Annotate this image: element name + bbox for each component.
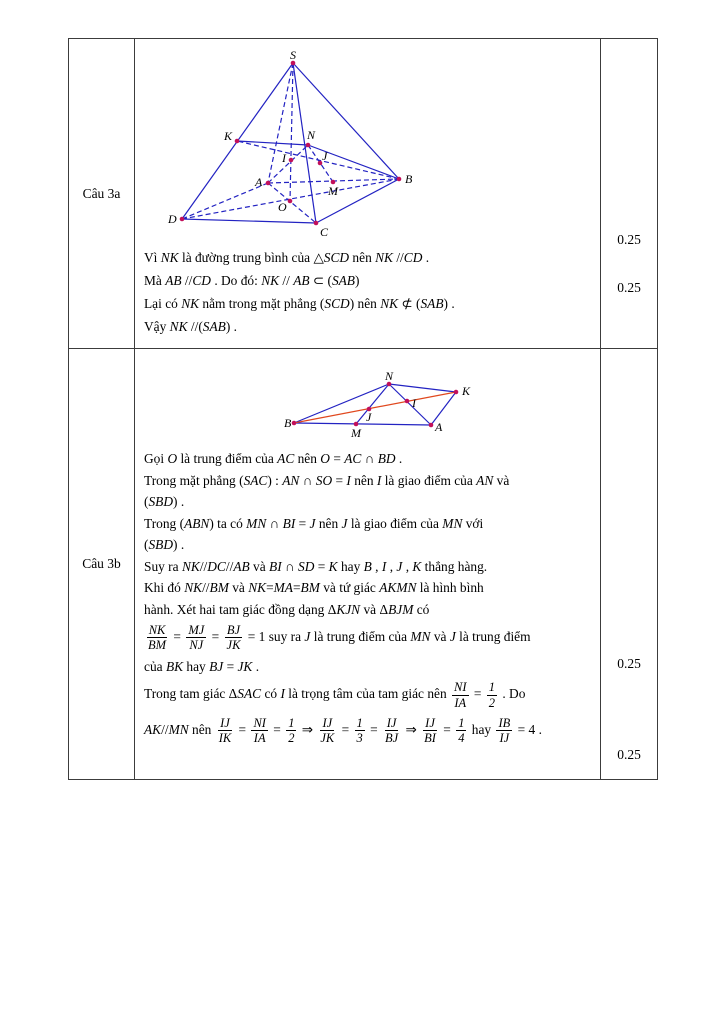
question-label: Câu 3a bbox=[82, 185, 121, 201]
math-symbol: J bbox=[396, 558, 403, 574]
math-symbol: AB bbox=[165, 273, 182, 288]
point-label-J: J bbox=[322, 149, 328, 163]
fraction: $\frac{IJ}{BJ}$ bbox=[385, 716, 399, 746]
math-symbol: I bbox=[280, 686, 285, 702]
math-symbol: MA bbox=[273, 580, 293, 595]
fraction: $\frac{NI}{IA}$ bbox=[253, 716, 266, 746]
solution-text bbox=[144, 246, 596, 338]
figure-edge-NK bbox=[389, 384, 456, 392]
score-value: 0.25 bbox=[617, 232, 641, 247]
math-symbol: NK bbox=[160, 250, 179, 265]
point-label-A: A bbox=[435, 420, 443, 434]
figure-edge-BA bbox=[294, 423, 431, 425]
math-symbol: BI bbox=[282, 515, 296, 531]
fraction: $\frac{1}{2}$ bbox=[288, 716, 295, 746]
point-label-N: N bbox=[385, 371, 394, 383]
math-symbol: AB bbox=[293, 273, 310, 288]
math-symbol: MN bbox=[246, 515, 267, 531]
math-symbol: DC bbox=[207, 558, 226, 574]
figure-edge-AN bbox=[268, 145, 308, 183]
question-label-cell bbox=[69, 39, 135, 348]
point-label-M: M bbox=[351, 426, 361, 440]
math-symbol: AKMN bbox=[379, 580, 417, 595]
math-symbol: SCD bbox=[324, 296, 350, 311]
question-label: Câu 3b bbox=[82, 556, 121, 571]
math-symbol: J bbox=[309, 515, 316, 531]
fraction: $\frac{IJ}{IK}$ bbox=[218, 716, 232, 746]
math-symbol: NK bbox=[248, 580, 267, 595]
math-symbol: CD bbox=[192, 273, 211, 288]
text-line: của BK hay BJ = JK . bbox=[144, 658, 260, 674]
fraction: $\frac{IJ}{JK}$ bbox=[320, 716, 335, 746]
text-line: $\frac{NK}{BM}$ = $\frac{MJ}{NJ}$ = $\frac{BJ}{JK}$ = 1 suy ra J là trung điểm của MN và J là trung điểm bbox=[148, 623, 531, 653]
point-label-A: A bbox=[255, 175, 263, 189]
point-D bbox=[180, 217, 185, 222]
math-symbol: NK bbox=[375, 250, 393, 265]
math-symbol: SD bbox=[298, 558, 315, 574]
math-symbol: SCD bbox=[323, 250, 350, 265]
pyramid-figure-svg bbox=[150, 49, 480, 241]
math-symbol: K bbox=[328, 558, 338, 574]
point-label-D: D bbox=[168, 212, 177, 226]
fraction: $\frac{MJ}{NJ}$ bbox=[188, 623, 205, 653]
math-symbol: NK bbox=[184, 580, 203, 595]
fraction: $\frac{IJ}{BI}$ bbox=[424, 716, 436, 746]
point-label-J: J bbox=[366, 410, 372, 424]
math-symbol: J bbox=[304, 628, 311, 644]
point-label-O: O bbox=[278, 200, 287, 214]
question-label-cell bbox=[69, 349, 135, 779]
fraction: $\frac{IB}{IJ}$ bbox=[498, 716, 511, 746]
answer-content-cell bbox=[135, 39, 601, 348]
point-I bbox=[289, 158, 294, 163]
figure-edge-SO bbox=[290, 63, 293, 201]
figure-edge-SB bbox=[293, 63, 399, 179]
score-cell bbox=[601, 39, 657, 348]
answer-table bbox=[68, 38, 658, 780]
text-line: Mà AB //CD . Do đó: NK // AB ⊂ (SAB) bbox=[144, 273, 360, 288]
math-symbol: AN bbox=[476, 472, 494, 488]
text-line: Vậy NK //(SAB) . bbox=[144, 319, 238, 334]
text-line: Trong mặt phẳng (SAC) : AN ∩ SO = I nên I là giao điểm của AN và bbox=[144, 472, 510, 488]
math-symbol: SAB bbox=[331, 273, 355, 288]
figure-edge-BK bbox=[237, 141, 399, 179]
math-symbol: K bbox=[412, 558, 422, 574]
fraction: $\frac{NK}{BM}$ bbox=[148, 623, 167, 653]
text-line: Suy ra NK//DC//AB và BI ∩ SD = K hay B , I , J , K thẳng hàng. bbox=[144, 558, 488, 574]
math-symbol: SBD bbox=[148, 537, 174, 552]
math-symbol: J bbox=[449, 628, 456, 644]
math-symbol: MN bbox=[410, 628, 431, 644]
math-symbol: B bbox=[363, 558, 372, 574]
point-I bbox=[405, 399, 410, 404]
score-cell bbox=[601, 349, 657, 779]
math-symbol: O bbox=[320, 451, 330, 466]
math-symbol: SAC bbox=[237, 686, 262, 702]
math-symbol: KJN bbox=[336, 601, 361, 617]
text-line: Gọi O là trung điểm của AC nên O = AC ∩ BD . bbox=[144, 451, 403, 466]
math-symbol: NK bbox=[261, 273, 280, 288]
math-symbol: BK bbox=[165, 658, 184, 674]
math-symbol: ABN bbox=[184, 515, 210, 531]
math-symbol: BI bbox=[269, 558, 282, 574]
text-line: Trong (ABN) ta có MN ∩ BI = J nên J là giao điểm của MN với bbox=[144, 515, 484, 531]
math-symbol: NK bbox=[380, 296, 399, 311]
figure-edge-AC bbox=[268, 183, 316, 223]
figure-edge-DC bbox=[182, 219, 316, 223]
text-line: Vì NK là đường trung bình của △SCD nên NK //CD . bbox=[144, 250, 430, 265]
point-label-C: C bbox=[320, 225, 329, 239]
math-symbol: AC bbox=[277, 451, 295, 466]
math-symbol: BJM bbox=[388, 601, 414, 617]
text-line: Trong tam giác ΔSAC có I là trọng tâm của tam giác nên $\frac{NI}{IA}$ = $\frac{1}{2}$ . Do bbox=[144, 680, 526, 710]
fraction: $\frac{BJ}{JK}$ bbox=[226, 623, 241, 653]
figure-edge-BK bbox=[294, 392, 456, 423]
point-A bbox=[429, 423, 434, 428]
math-symbol: SAB bbox=[202, 319, 226, 334]
score-value: 0.25 bbox=[617, 280, 641, 295]
fraction: $\frac{1}{4}$ bbox=[458, 716, 465, 746]
pyramid-figure bbox=[150, 49, 596, 246]
figure-edge-NA bbox=[389, 384, 431, 425]
math-symbol: NK bbox=[181, 558, 200, 574]
math-symbol: AN bbox=[282, 472, 300, 488]
text-line: Lại có NK nằm trong mặt phẳng (SCD) nên NK ⊄ (SAB) . bbox=[144, 296, 455, 311]
fraction: $\frac{1}{2}$ bbox=[488, 680, 496, 710]
math-symbol: I bbox=[346, 472, 351, 488]
point-label-S: S bbox=[290, 49, 296, 62]
point-K bbox=[235, 139, 240, 144]
math-symbol: I bbox=[376, 472, 382, 488]
figure-edge-BN bbox=[294, 384, 389, 423]
math-symbol: SO bbox=[315, 472, 333, 488]
table-row bbox=[69, 348, 657, 779]
math-symbol: AK bbox=[144, 721, 162, 737]
point-O bbox=[288, 199, 293, 204]
fraction: $\frac{1}{3}$ bbox=[356, 716, 363, 746]
text-line: (SBD) . bbox=[144, 494, 185, 509]
math-symbol: MN bbox=[168, 721, 189, 737]
point-label-K: K bbox=[462, 384, 471, 398]
point-N bbox=[306, 143, 311, 148]
math-symbol: NK bbox=[169, 319, 188, 334]
point-label-K: K bbox=[224, 129, 233, 143]
point-K bbox=[454, 390, 459, 395]
solution-text bbox=[144, 448, 596, 749]
math-symbol: MN bbox=[442, 515, 463, 531]
score-value: 0.25 bbox=[617, 747, 641, 762]
math-symbol: BM bbox=[209, 580, 229, 595]
math-symbol: SAB bbox=[420, 296, 444, 311]
point-A bbox=[266, 181, 271, 186]
math-symbol: SBD bbox=[148, 494, 174, 509]
point-label-M: M bbox=[328, 184, 338, 198]
point-label-N: N bbox=[307, 128, 316, 142]
math-symbol: J bbox=[341, 515, 348, 531]
math-symbol: JK bbox=[237, 658, 253, 674]
point-B bbox=[292, 421, 297, 426]
point-label-B: B bbox=[284, 416, 292, 430]
point-C bbox=[314, 221, 319, 226]
math-symbol: BM bbox=[300, 580, 320, 595]
plane-section-figure bbox=[284, 371, 596, 446]
fraction: $\frac{NI}{IA}$ bbox=[454, 680, 467, 710]
text-line: AK//MN nên $\frac{IJ}{IK}$ = $\frac{NI}{IA}$ = $\frac{1}{2}$ ⇒ $\frac{IJ}{JK}$ = $\frac{1}{3}$ = $\frac{IJ}{BJ}$ ⇒ $\frac{IJ}{BI}$ = $\frac{1}{4}$ hay $\frac{IB}{IJ}$ = 4 . bbox=[144, 716, 542, 746]
text-line: hành. Xét hai tam giác đồng dạng ΔKJN và ΔBJM có bbox=[144, 601, 430, 617]
math-symbol: NK bbox=[181, 296, 200, 311]
text-line: Khi đó NK//BM và NK=MA=BM và tứ giác AKMN là hình bình bbox=[144, 580, 484, 595]
math-symbol: BD bbox=[377, 451, 396, 466]
math-symbol: O bbox=[167, 451, 178, 466]
math-symbol: SAC bbox=[243, 472, 268, 488]
table-row bbox=[69, 39, 657, 348]
math-symbol: BJ bbox=[209, 658, 224, 674]
figure-edge-NM bbox=[356, 384, 389, 424]
text-line: (SBD) . bbox=[144, 537, 185, 552]
score-value: 0.25 bbox=[617, 656, 641, 671]
figure-edge-SC bbox=[293, 63, 316, 223]
math-symbol: AC bbox=[344, 451, 362, 466]
math-symbol: CD bbox=[403, 250, 423, 265]
answer-content-cell bbox=[135, 349, 601, 779]
point-label-B: B bbox=[405, 172, 413, 186]
math-symbol: I bbox=[381, 558, 387, 574]
plane-section-figure-svg bbox=[284, 371, 476, 441]
point-label-I: I bbox=[282, 151, 286, 165]
point-B bbox=[397, 177, 402, 182]
math-symbol: AB bbox=[233, 558, 250, 574]
point-label-I: I bbox=[412, 396, 416, 410]
